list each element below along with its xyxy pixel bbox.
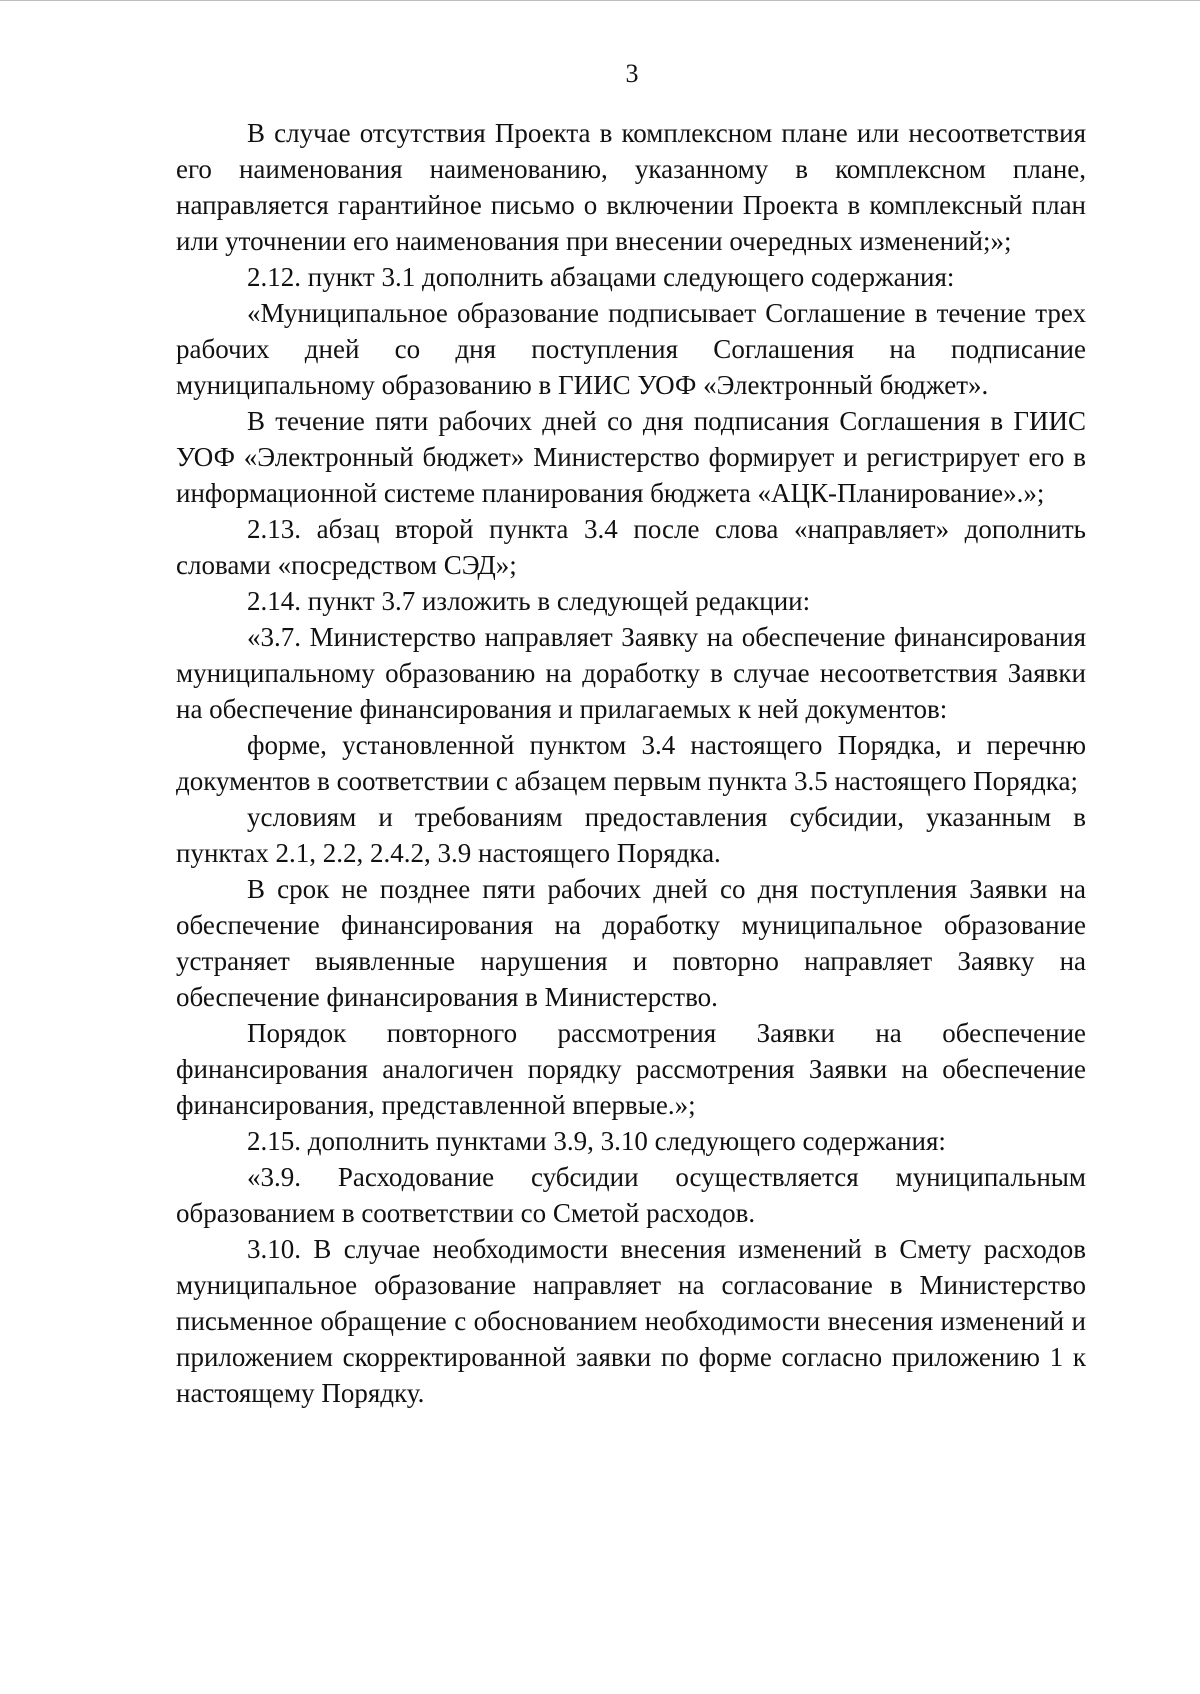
paragraph-3-9: «3.9. Расходование субсидии осуществляется муниципальным образованием в соответствии со Сметой расходов. [176, 1162, 1086, 1228]
paragraph-3-7: «3.7. Министерство направляет Заявку на обеспечение финансирования муниципальному образованию на доработку в случае несоответствия Заявки на обеспечение финансирования и прилагаемых к ней документов: [176, 622, 1086, 724]
paragraph-project-absence: В случае отсутствия Проекта в комплексном плане или несоответствия его наименования наименованию, указанному в комплексном плане, направляется гарантийное письмо о включении Проекта в комплексный план или уточнении его наименования при внесении очередных изменений;»; [176, 118, 1086, 256]
paragraph-agreement-signing: «Муниципальное образование подписывает Соглашение в течение трех рабочих дней со дня поступления Соглашения на подписание муниципальному образованию в ГИИС УОФ «Электронный бюджет». [176, 298, 1086, 400]
paragraph-conditions-compliance: условиям и требованиям предоставления субсидии, указанным в пунктах 2.1, 2.2, 2.4.2, 3.9 настоящего Порядка. [176, 802, 1086, 868]
paragraph-3-10: 3.10. В случае необходимости внесения изменений в Смету расходов муниципальное образование направляет на согласование в Министерство письменное обращение с обоснованием необходимости внесения изменений и приложением скорректированной заявки по форме согласно приложению 1 к настоящему Порядку. [176, 1234, 1086, 1408]
page-number: 3 [625, 59, 639, 88]
scan-edge-line [0, 0, 1200, 1]
paragraph-form-compliance: форме, установленной пунктом 3.4 настоящего Порядка, и перечню документов в соответствии с абзацем первым пункта 3.5 настоящего Порядка; [176, 730, 1086, 796]
paragraph-2-15: 2.15. дополнить пунктами 3.9, 3.10 следующего содержания: [247, 1126, 946, 1156]
document-body [176, 115, 1086, 1411]
paragraph-2-14: 2.14. пункт 3.7 изложить в следующей редакции: [247, 586, 811, 616]
paragraph-revision-deadline: В срок не позднее пяти рабочих дней со дня поступления Заявки на обеспечение финансирования на доработку муниципальное образование устраняет выявленные нарушения и повторно направляет Заявку на обеспечение финансирования в Министерство. [176, 874, 1086, 1012]
paragraph-agreement-registration: В течение пяти рабочих дней со дня подписания Соглашения в ГИИС УОФ «Электронный бюджет» Министерство формирует и регистрирует его в информационной системе планирования бюджета «АЦК-Планирование».»; [176, 406, 1086, 508]
paragraph-2-13: 2.13. абзац второй пункта 3.4 после слова «направляет» дополнить словами «посредством СЭД»; [176, 514, 1086, 580]
paragraph-repeat-review: Порядок повторного рассмотрения Заявки на обеспечение финансирования аналогичен порядку рассмотрения Заявки на обеспечение финансирования, представленной впервые.»; [176, 1018, 1086, 1120]
paragraph-2-12: 2.12. пункт 3.1 дополнить абзацами следующего содержания: [247, 262, 955, 292]
